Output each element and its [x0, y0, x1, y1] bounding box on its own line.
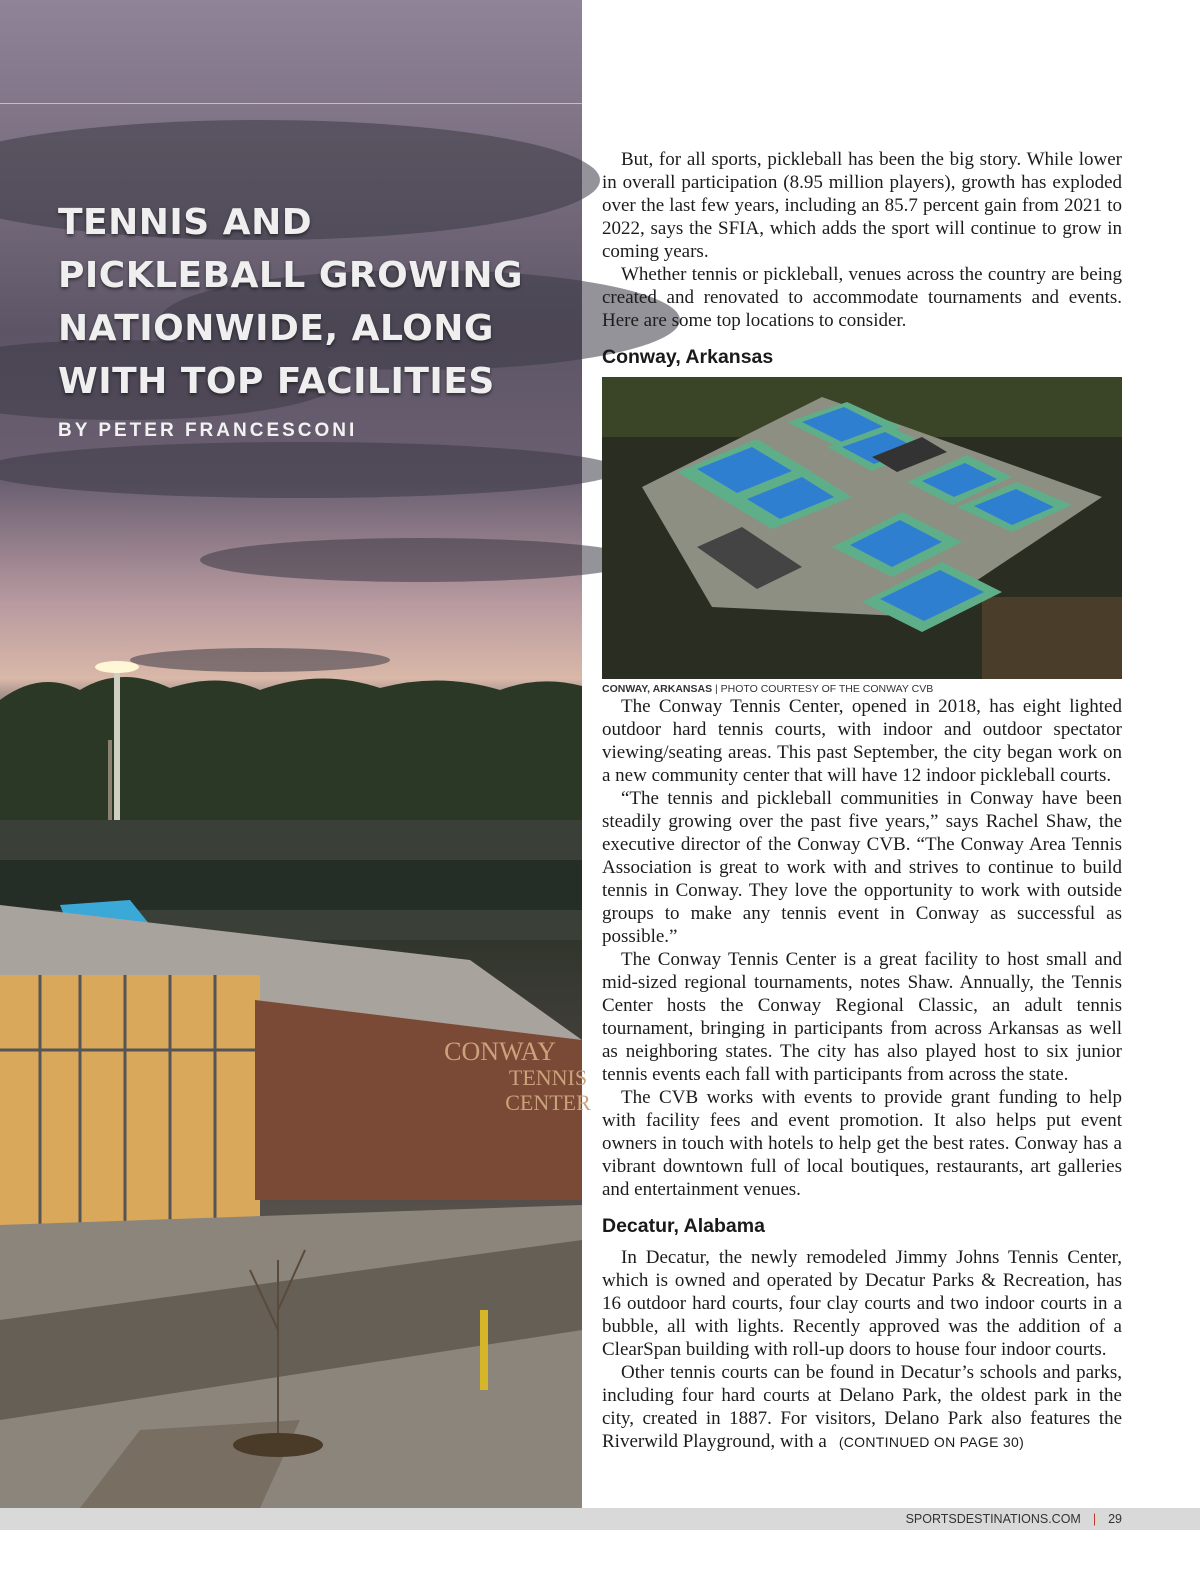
conway-aerial-photo: [602, 377, 1122, 679]
site-name: SPORTSDESTINATIONS.COM: [905, 1512, 1081, 1526]
body-paragraph: “The tennis and pickleball communities in Conway have been steadily growing over the past five years,” says Rachel Shaw, the executive director of the Conway CVB. “The Conway Area Tennis Association is great to work with and strives to continue to build tennis in Conway. They love the opportunity to work with outside groups to make any tennis event in Conway as successful as possible.”: [602, 788, 1122, 947]
folio-separator: |: [1092, 1512, 1097, 1526]
article-byline: BY PETER FRANCESCONI: [58, 420, 358, 441]
body-paragraph: [602, 1361, 1122, 1454]
caption-credit: | PHOTO COURTESY OF THE CONWAY CVB: [712, 683, 934, 695]
section-heading-conway: Conway, Arkansas: [602, 346, 774, 368]
folio: [906, 1512, 1122, 1526]
bollard: [480, 1310, 488, 1390]
page-footer: [0, 1508, 1200, 1530]
body-paragraph: The Conway Tennis Center is a great facility to host small and mid-sized regional tournaments, notes Shaw. Annually, the Tennis Center hosts the Conway Regional Classic, an adult tennis tournament, bringing in participants from across Arkansas as well as neighboring states. The city has also played host to six junior tennis events each fall with participants from across the state.: [602, 949, 1122, 1085]
hero-photo: [0, 0, 591, 1508]
caption-place: CONWAY, ARKANSAS: [602, 683, 713, 695]
continued-link[interactable]: (CONTINUED ON PAGE 30): [838, 1434, 1025, 1450]
body-paragraph: The Conway Tennis Center, opened in 2018, has eight lighted outdoor hard tennis courts, with indoor and outdoor spectator viewing/seating areas. This past September, the city began work on a new community center that will have 12 indoor pickleball courts.: [602, 696, 1122, 786]
body-paragraph-text: Other tennis courts can be found in Decatur’s schools and parks, including four hard courts at Delano Park, the oldest park in the city, created in 1887. For visitors, Delano Park also features the Riverwild Playground, with a: [602, 1362, 1122, 1452]
photo-caption: [602, 683, 1122, 695]
article-body: [602, 148, 1122, 1454]
intro-paragraph: But, for all sports, pickleball has been the big story. While lower in overall participation (8.95 million players), growth has exploded over the last few years, including an 85.7 percent gain from 2021 to 2022, says the SFIA, which adds the sport will continue to grow in coming years.: [602, 149, 1122, 262]
section-heading-decatur: Decatur, Alabama: [602, 1215, 765, 1237]
body-paragraph: In Decatur, the newly remodeled Jimmy Johns Tennis Center, which is owned and operated by Decatur Parks & Recreation, has 16 outdoor hard courts, four clay courts and two indoor courts in a bubble, all with lights. Recently approved was the addition of a ClearSpan building with roll-up doors to house four indoor courts.: [602, 1247, 1122, 1360]
page-number: 29: [1108, 1512, 1122, 1526]
building-sign-line3: CENTER: [505, 1090, 591, 1115]
body-paragraph: The CVB works with events to provide grant funding to help with facility fees and event promotion. It also helps put event owners in touch with hotels to help get the best rates. Conway has a vibrant downtown full of local boutiques, restaurants, art galleries and entertainment venues.: [602, 1087, 1122, 1200]
header-rule: [0, 103, 582, 104]
intro-paragraph: Whether tennis or pickleball, venues across the country are being created and renovated to accommodate tournaments and events. Here are some top locations to consider.: [602, 264, 1122, 331]
article-title: TENNIS AND PICKLEBALL GROWING NATIONWIDE, ALONG WITH TOP FACILITIES: [58, 202, 523, 402]
building-sign-line2: TENNIS: [508, 1065, 588, 1090]
building-sign-line1: CONWAY: [444, 1037, 556, 1066]
